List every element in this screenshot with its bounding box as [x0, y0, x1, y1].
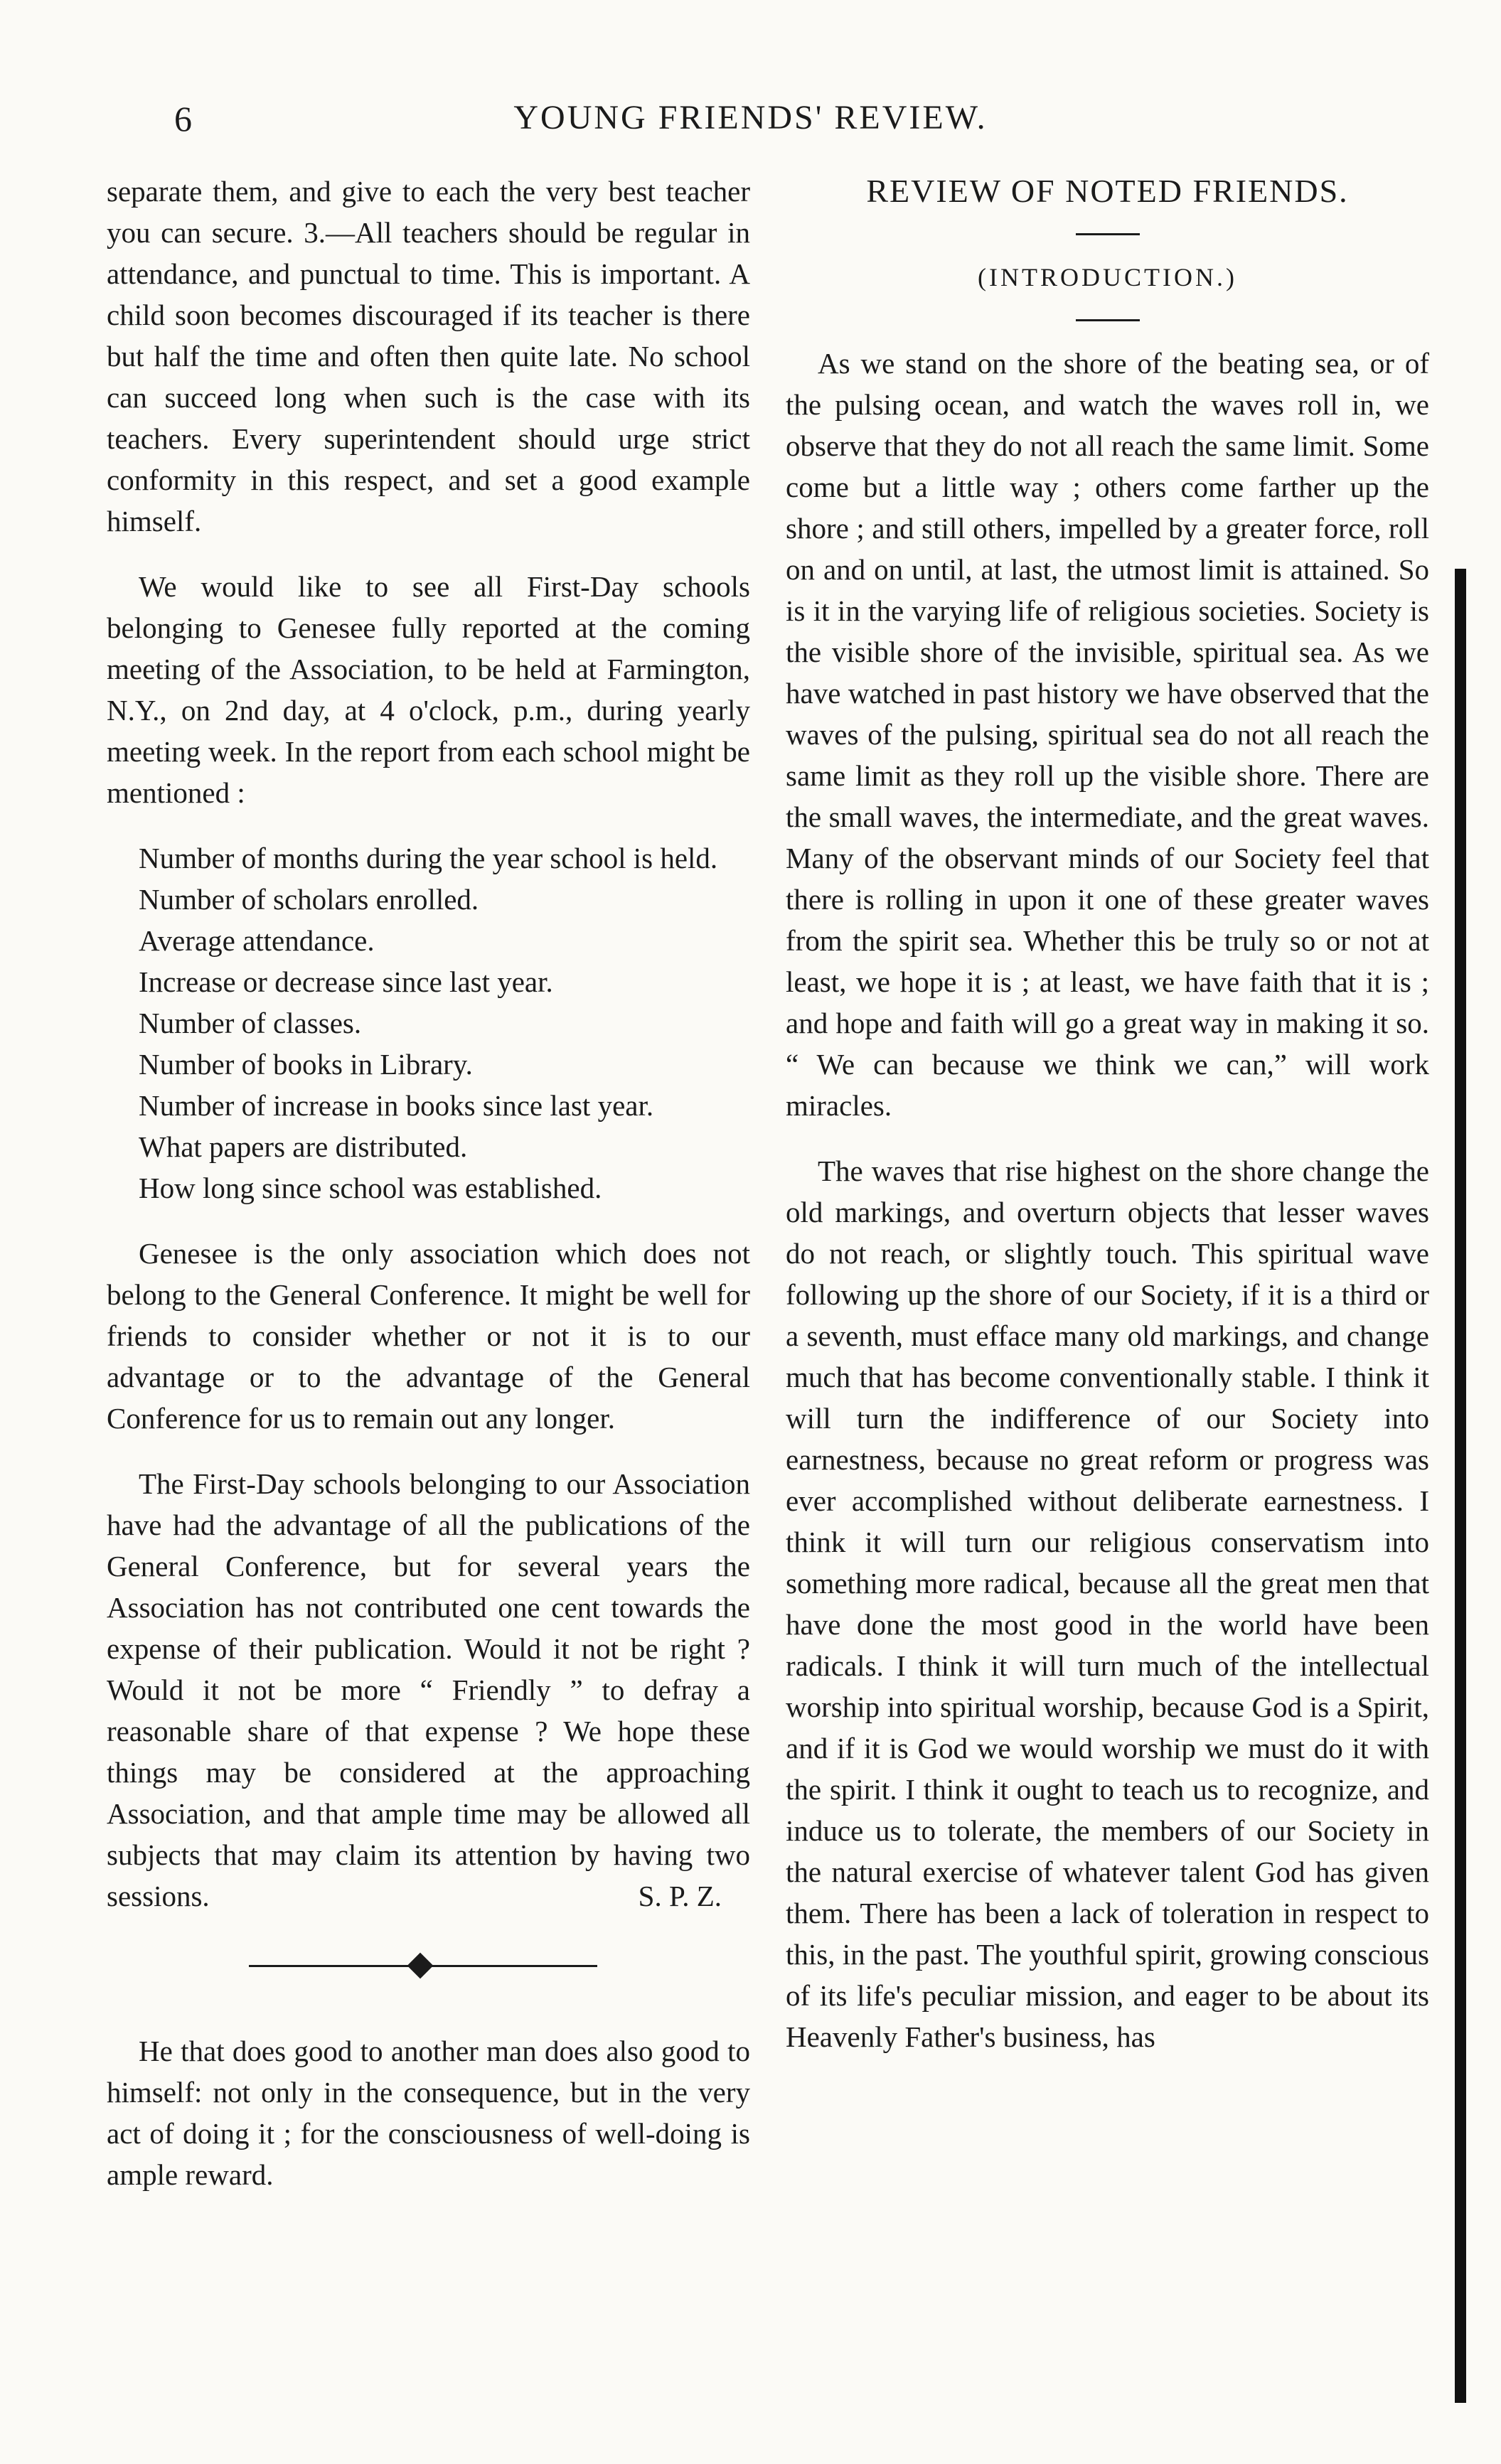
right-column — [786, 171, 1429, 2082]
paragraph: Genesee is the only association which does not belong to the General Conference. It might be well for friends to consider whether or not it is to our advantage or to the advantage of the General Conference for us to remain out any longer. — [107, 1237, 750, 1435]
paragraph: We would like to see all First-Day schools belonging to Genesee fully reported at the coming meeting of the Association, to be held at Farmington, N.Y., on 2nd day, at 4 o'clock, p.m., during yearly meeting week. In the report from each school might be mentioned : — [107, 570, 750, 809]
title-rule — [1076, 233, 1140, 235]
running-title: YOUNG FRIENDS' REVIEW. — [513, 99, 988, 136]
page-header — [0, 91, 1501, 148]
section-title: REVIEW OF NOTED FRIENDS. — [866, 173, 1349, 209]
paragraph: The waves that rise highest on the shore change the old markings, and overturn objects that lesser waves do not reach, or slightly touch. This spiritual wave following up the shore of our Society, if it is a third or a seventh, must efface many old markings, and change much that has become conventionally stable. I think it will turn the indifference of our Society into earnestness, because no great reform or progress was ever accomplished without deliberate earnestness. I think it will turn our religious conservatism into something more radical, because all the great men that have done the most good in the world have been radicals. I think it will turn much of the intellectual worship into spiritual worship, because God is a Spirit, and if it is God we would worship we must do it with the spirit. I think it ought to teach us to recognize, and induce us to tolerate, the members of our Society in the natural exercise of whatever talent God has given them. There has been a lack of toleration in respect to this, in the past. The youthful spirit, growing conscious of its life's peculiar mission, and eager to be about its Heavenly Father's business, has — [786, 1155, 1429, 2053]
list-item: What papers are distributed. — [139, 1130, 468, 1163]
paragraph — [107, 1463, 750, 1917]
paragraph: He that does good to another man does also good to himself: not only in the consequence, but in the very act of doing it ; for the consciousness of well-doing is ample reward. — [107, 2035, 750, 2191]
paragraph: separate them, and give to each the very best teacher you can secure. 3.—All teachers should be regular in attendance, and punctual to time. This is important. A child soon becomes discouraged if its teacher is there but half the time and often then quite late. No school can succeed long when such is the case with its teachers. Every superintendent should urge strict conformity in this respect, and set a good example himself. — [107, 175, 750, 537]
list-item: Number of scholars enrolled. — [139, 883, 479, 916]
page-number: 6 — [174, 99, 192, 139]
paragraph-text: The First-Day schools belonging to our Association have had the advantage of all the publications of the General Conference, but for several years the Association has not contributed one cent towards the expense of their publication. Would it not be right ? Would it not be more “ Friendly ” to defray a reasonable share of that expense ? We hope these things may be considered at the approaching Association, and that ample time may be allowed all subjects that may claim its attention by having two sessions. — [107, 1467, 750, 1912]
section-divider-ornament — [107, 1945, 750, 1988]
list-item: Number of months during the year school is held. — [139, 842, 718, 874]
list-item: Increase or decrease since last year. — [139, 965, 553, 998]
page-edge-bar — [1455, 569, 1466, 2403]
list-item: Number of classes. — [139, 1007, 362, 1039]
section-subtitle: (INTRODUCTION.) — [978, 263, 1237, 291]
report-items-list — [139, 837, 750, 1209]
left-column — [107, 171, 750, 2219]
subtitle-rule — [1076, 319, 1140, 321]
paragraph: As we stand on the shore of the beating sea, or of the pulsing ocean, and watch the waves roll in, we observe that they do not all reach the same limit. Some come but a little way ; others come farther up the shore ; and still others, impelled by a greater force, roll on and on until, at last, the utmost limit is attained. So is it in the varying life of religious societies. Society is the visible shore of the invisible, spiritual sea. As we have watched in past history we have observed that the waves of the pulsing, spiritual sea do not all reach the same limit as they roll up the visible shore. There are the small waves, the intermediate, and the great waves. Many of the observant minds of our Society feel that there is rolling in upon it one of these greater waves from the spirit sea. Whether this be truly so or not at least, we hope it is ; at least, we have faith that it is ; and hope and faith will go a great way in making it so. “ We can because we think we can,” will work miracles. — [786, 347, 1429, 1122]
list-item: Number of increase in books since last year. — [139, 1089, 654, 1122]
list-item: Number of books in Library. — [139, 1048, 473, 1081]
diamond-icon — [407, 1953, 434, 1979]
list-item: How long since school was established. — [139, 1172, 602, 1204]
signature: S. P. Z. — [638, 1880, 722, 1912]
list-item: Average attendance. — [139, 924, 375, 957]
